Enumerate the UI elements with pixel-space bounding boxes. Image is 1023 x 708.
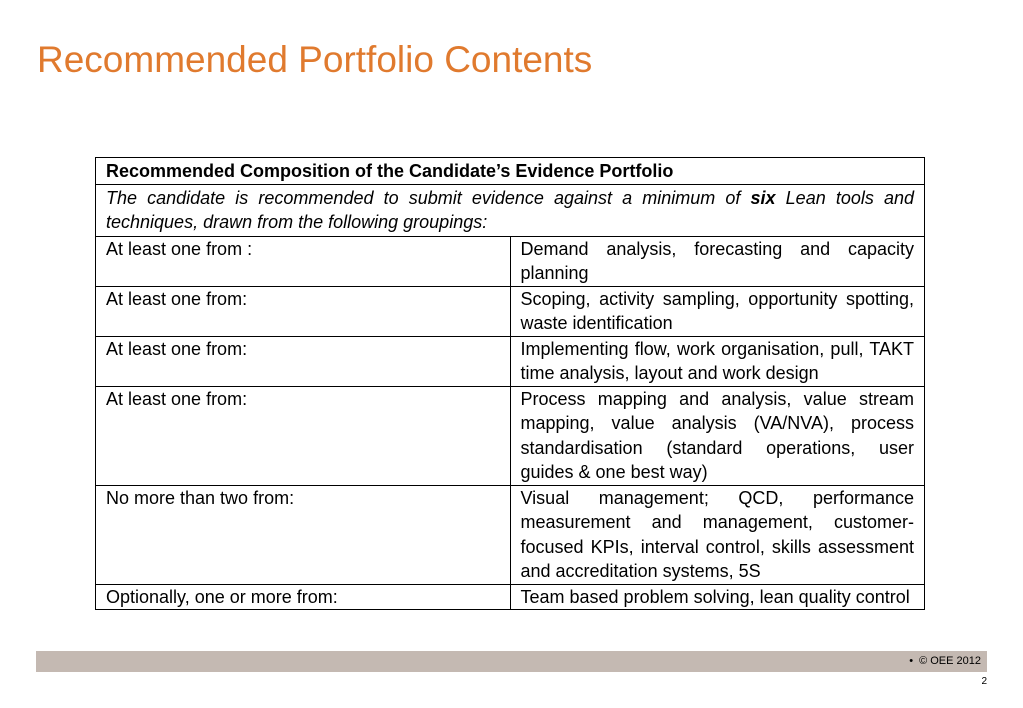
portfolio-composition-table <box>95 157 925 610</box>
table-row <box>96 584 925 610</box>
table-intro-row <box>96 184 925 236</box>
footer-copyright <box>909 654 981 668</box>
requirement-cell: No more than two from: <box>96 485 511 584</box>
tools-cell: Scoping, activity sampling, opportunity spotting, waste identification <box>510 286 925 336</box>
requirement-cell: At least one from: <box>96 386 511 485</box>
requirement-cell: At least one from: <box>96 336 511 386</box>
table-header-row <box>96 158 925 185</box>
bullet-icon: • <box>909 655 914 667</box>
footer-bar <box>36 651 987 672</box>
tools-cell: Visual management; QCD, performance measurement and management, customer-focused KPIs, interval control, skills assessment and accreditation systems, 5S <box>510 485 925 584</box>
tools-cell: Implementing flow, work organisation, pull, TAKT time analysis, layout and work design <box>510 336 925 386</box>
tools-cell: Team based problem solving, lean quality control <box>510 584 925 610</box>
intro-text-emphasis: six <box>750 187 776 208</box>
table-row <box>96 386 925 485</box>
table-row <box>96 236 925 286</box>
requirement-cell: At least one from: <box>96 286 511 336</box>
requirement-cell: Optionally, one or more from: <box>96 584 511 610</box>
tools-cell: Process mapping and analysis, value stream mapping, value analysis (VA/NVA), process standardisation (standard operations, user guides & one best way) <box>510 386 925 485</box>
tools-cell: Demand analysis, forecasting and capacity planning <box>510 236 925 286</box>
table-row <box>96 485 925 584</box>
table-row <box>96 336 925 386</box>
requirement-cell: At least one from : <box>96 236 511 286</box>
table-row <box>96 286 925 336</box>
intro-text-before: The candidate is recommended to submit evidence against a minimum of <box>106 187 751 208</box>
page-number: 2 <box>981 676 987 687</box>
slide-title: Recommended Portfolio Contents <box>37 39 593 80</box>
intro-text-after: Lean tools and techniques, drawn from the following groupings: <box>106 187 914 232</box>
copyright-text: © OEE 2012 <box>919 655 981 667</box>
table-header: Recommended Composition of the Candidate’s Evidence Portfolio <box>96 158 925 185</box>
table-intro-text <box>96 184 925 236</box>
